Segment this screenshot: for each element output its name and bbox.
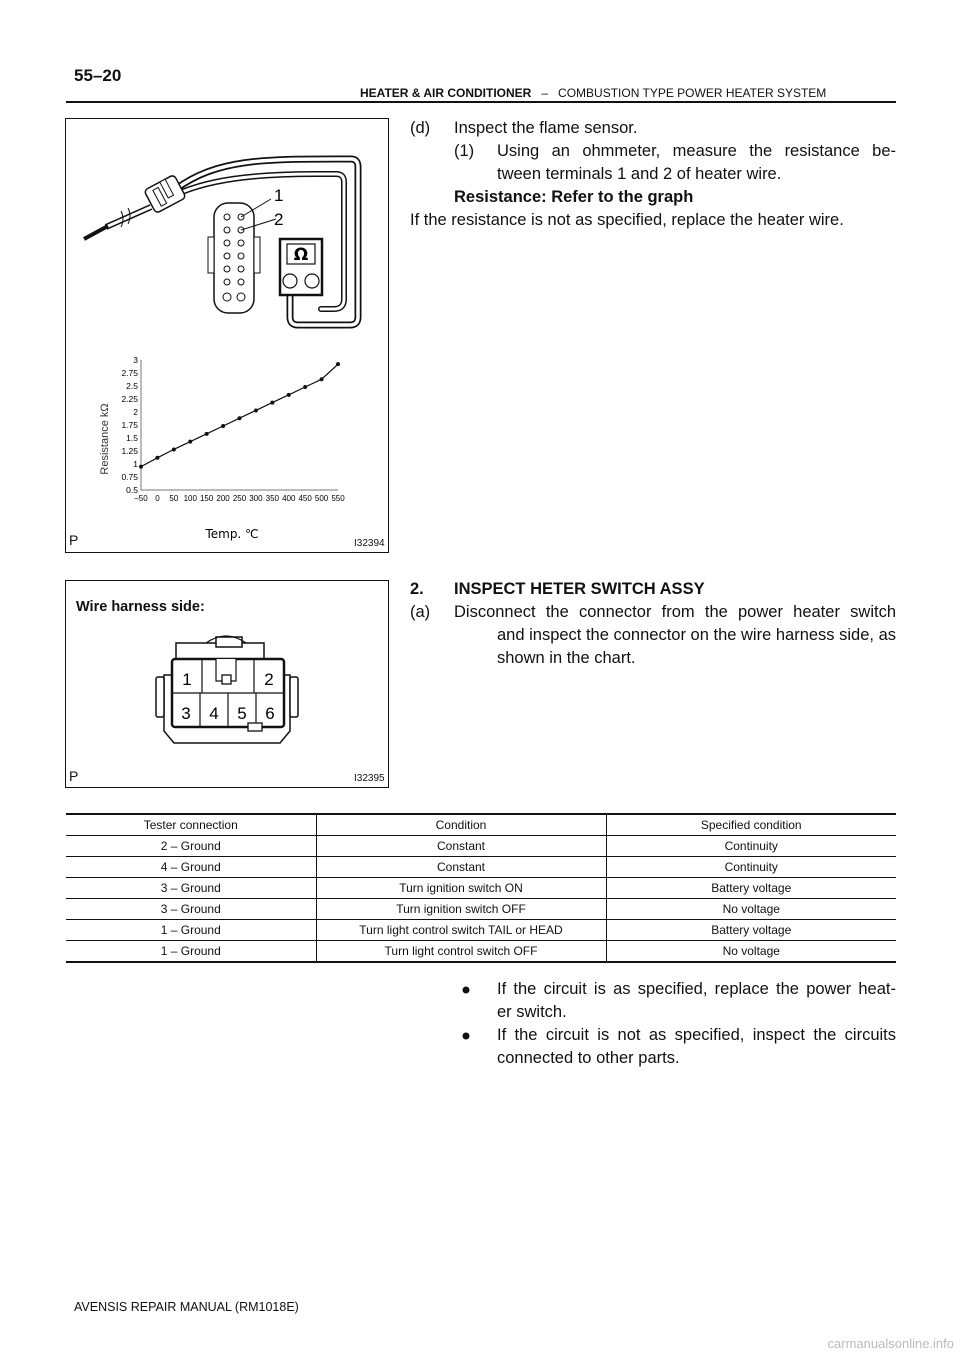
figure2-caption: Wire harness side: (76, 599, 205, 615)
x-tick-label: –50 (134, 494, 148, 503)
step-2-line3: shown in the chart. (497, 649, 636, 667)
step-d-text: Inspect the flame sensor. (454, 119, 638, 137)
step-d-label: (d) (410, 119, 431, 137)
header-section: HEATER & AIR CONDITIONER (360, 86, 532, 100)
bullet-1-line2: er switch. (497, 1003, 567, 1021)
pin-2: 2 (264, 670, 274, 689)
data-point (221, 424, 225, 428)
y-tick-label: 1.75 (121, 420, 138, 430)
x-tick-label: 0 (155, 494, 160, 503)
x-tick-label: 100 (183, 494, 197, 503)
table-row (66, 857, 896, 878)
y-tick-label: 1.5 (126, 433, 138, 443)
table-cell: 4 – Ground (66, 857, 316, 878)
figure1-p-mark: P (69, 532, 79, 548)
data-point (155, 456, 159, 460)
data-point (287, 393, 291, 397)
step-2-sub-label: (a) (410, 603, 431, 621)
watermark: carmanualsonline.info (827, 1336, 954, 1351)
table-row (66, 899, 896, 920)
ohmmeter-icon (280, 239, 322, 295)
table-cell: 2 – Ground (66, 836, 316, 857)
table-cell: Battery voltage (606, 920, 896, 941)
table-cell: Turn ignition switch OFF (316, 899, 606, 920)
data-point (336, 362, 340, 366)
data-point (139, 465, 143, 469)
table-cell: Constant (316, 836, 606, 857)
step-2-title: INSPECT HETER SWITCH ASSY (454, 580, 705, 598)
y-tick-label: 2.75 (121, 368, 138, 378)
data-points (139, 362, 340, 468)
table-cell: No voltage (606, 899, 896, 920)
figure1-code: I32394 (354, 538, 385, 549)
y-tick-label: 2.25 (121, 394, 138, 404)
step-d-sub-text-1: Using an ohmmeter, measure the resistance be- (497, 142, 896, 160)
header-subsection: COMBUSTION TYPE POWER HEATER SYSTEM (558, 86, 827, 100)
inspection-table (66, 813, 896, 963)
x-tick-label: 50 (169, 494, 179, 503)
x-tick-label: 200 (216, 494, 230, 503)
table-row (66, 941, 896, 963)
chart-axes (141, 360, 338, 490)
data-point (320, 377, 324, 381)
bullet-dot-icon (462, 1032, 470, 1040)
table-row (66, 878, 896, 899)
table-cell: Turn light control switch OFF (316, 941, 606, 963)
x-tick-label: 350 (265, 494, 280, 503)
table-cell: Constant (316, 857, 606, 878)
y-tick-label: 3 (133, 355, 138, 365)
pin-4: 4 (209, 704, 219, 723)
figure-wire-harness-connector (65, 580, 389, 788)
table-header-cell: Tester connection (66, 814, 316, 836)
data-point (188, 440, 192, 444)
table-cell: No voltage (606, 941, 896, 963)
y-tick-label: 1 (133, 459, 138, 469)
x-tick-label: 450 (298, 494, 312, 503)
x-tick-label: 550 (331, 494, 345, 503)
x-tick-label: 500 (314, 494, 329, 503)
y-tick-label: 2 (133, 407, 138, 417)
pin-6: 6 (265, 704, 275, 723)
resistance-temperature-chart (66, 347, 388, 547)
table-cell: 1 – Ground (66, 941, 316, 963)
data-point (238, 416, 242, 420)
data-point (270, 401, 274, 405)
step-d-note: If the resistance is not as specified, replace the heater wire. (410, 211, 844, 229)
table-cell: 3 – Ground (66, 878, 316, 899)
ohmmeter-connection-illustration (66, 119, 388, 344)
step-2-line2: and inspect the connector on the wire harness side, as (497, 626, 896, 644)
header-rule (66, 101, 896, 103)
step-d-sub-label: (1) (454, 142, 475, 160)
x-tick-label: 250 (232, 494, 247, 503)
data-point (205, 432, 209, 436)
running-header (360, 86, 826, 100)
pin-5: 5 (237, 704, 247, 723)
y-tick-labels (121, 355, 138, 495)
connector-pinout-icon (66, 581, 388, 787)
harness-plug-icon (84, 175, 186, 239)
terminal-label-2: 2 (274, 210, 284, 229)
resistance-spec: Resistance: Refer to the graph (454, 188, 694, 206)
data-point (172, 447, 176, 451)
pin-3: 3 (181, 704, 191, 723)
chart-ylabel: Resistance kΩ (99, 403, 111, 475)
page-number: 55–20 (74, 66, 122, 85)
table-cell: Turn ignition switch ON (316, 878, 606, 899)
bullet-2-line1: If the circuit is not as specified, inspect the circuits (497, 1026, 896, 1044)
figure2-p-mark: P (69, 768, 79, 784)
y-tick-label: 0.75 (121, 472, 138, 482)
table-cell: Turn light control switch TAIL or HEAD (316, 920, 606, 941)
table-header-cell: Specified condition (606, 814, 896, 836)
table-cell: Continuity (606, 836, 896, 857)
table-cell: 1 – Ground (66, 920, 316, 941)
y-tick-label: 0.5 (126, 485, 138, 495)
x-tick-label: 150 (199, 494, 214, 503)
table-cell: 3 – Ground (66, 899, 316, 920)
chart-frame (141, 360, 338, 490)
step-2-label: 2. (410, 580, 424, 598)
connector-face-icon (208, 199, 276, 313)
data-point (303, 385, 307, 389)
y-tick-label: 1.25 (121, 446, 138, 456)
step-d-sub-text-2: tween terminals 1 and 2 of heater wire. (497, 165, 782, 183)
bullet-dot-icon (462, 986, 470, 994)
series-line (141, 364, 338, 466)
figure-flame-sensor (65, 118, 389, 553)
y-tick-label: 2.5 (126, 381, 138, 391)
bullet-1-line1: If the circuit is as specified, replace the power heat- (497, 980, 896, 998)
table-row (66, 836, 896, 857)
data-point (254, 408, 258, 412)
table-cell: Continuity (606, 857, 896, 878)
x-tick-label: 400 (282, 494, 296, 503)
figure2-code: I32395 (354, 773, 385, 784)
ohm-symbol: Ω (293, 245, 309, 265)
header-separator: – (541, 86, 549, 100)
manual-footer: AVENSIS REPAIR MANUAL (RM1018E) (74, 1300, 299, 1314)
bullet-2-line2: connected to other parts. (497, 1049, 680, 1067)
pin-1: 1 (182, 670, 192, 689)
table-header-row (66, 814, 896, 836)
table-cell: Battery voltage (606, 878, 896, 899)
x-tick-labels (134, 494, 345, 503)
x-tick-label: 300 (249, 494, 263, 503)
table-header-cell: Condition (316, 814, 606, 836)
table-row (66, 920, 896, 941)
step-2-line1: Disconnect the connector from the power heater switch (454, 603, 896, 621)
chart-xlabel: Temp. ℃ (205, 527, 259, 541)
terminal-label-1: 1 (274, 186, 284, 205)
